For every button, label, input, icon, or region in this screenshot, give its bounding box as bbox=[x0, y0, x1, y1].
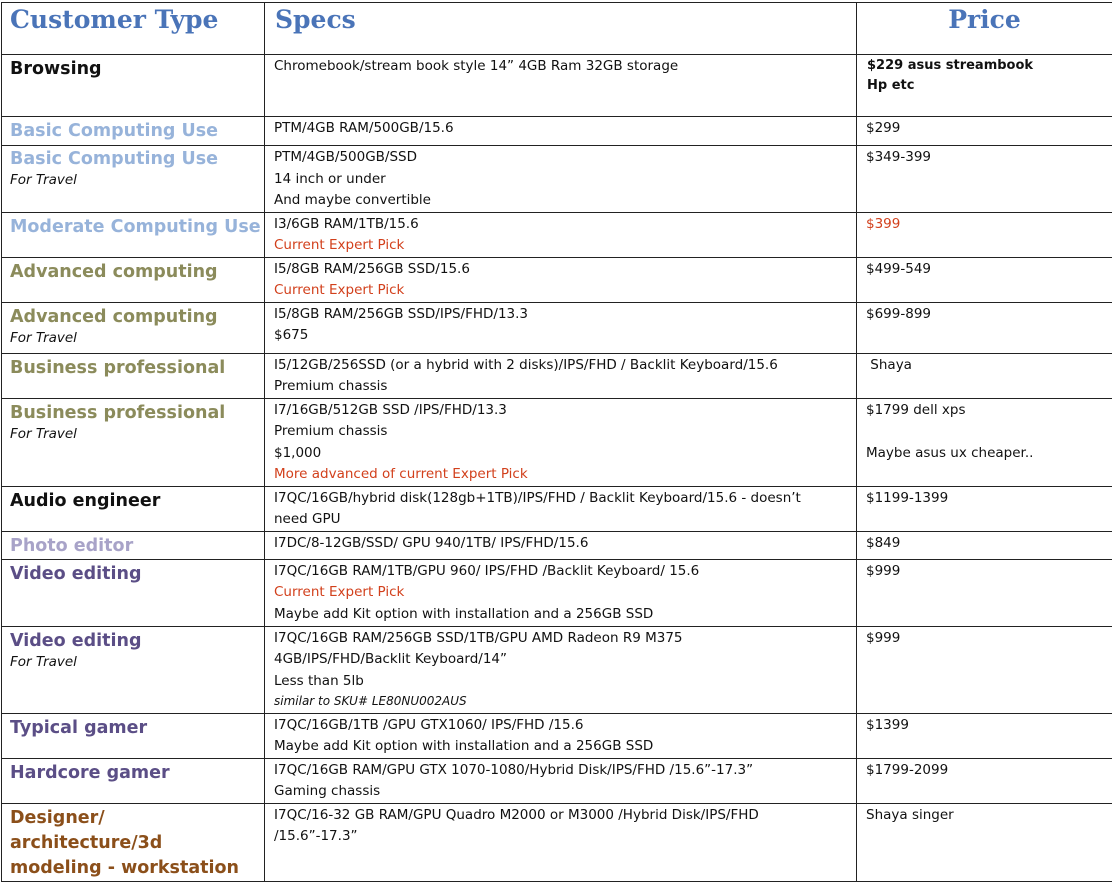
price-cell bbox=[857, 212, 1112, 257]
sku-note: similar to SKU# LE80NU002AUS bbox=[274, 692, 856, 710]
table-row bbox=[2, 212, 1112, 257]
price-line: $1199-1399 bbox=[866, 488, 1112, 510]
spec-line: Gaming chassis bbox=[274, 781, 856, 803]
specs-cell bbox=[265, 212, 857, 257]
customer-type-cell bbox=[2, 398, 265, 486]
header-specs: Specs bbox=[265, 3, 857, 55]
spec-line: Premium chassis bbox=[274, 421, 856, 443]
customer-type-cell bbox=[2, 531, 265, 559]
price-line: $1799-2099 bbox=[866, 760, 1112, 782]
table-row bbox=[2, 398, 1112, 486]
price-line: $499-549 bbox=[866, 259, 1112, 281]
customer-type-subtitle: For Travel bbox=[2, 653, 264, 671]
price-cell bbox=[857, 55, 1112, 117]
customer-type-label: Business professional bbox=[2, 354, 264, 380]
customer-type-label: Audio engineer bbox=[2, 487, 264, 513]
customer-type-cell bbox=[2, 559, 265, 626]
spec-line: I7/16GB/512GB SSD /IPS/FHD/13.3 bbox=[274, 400, 856, 422]
specs-cell bbox=[265, 626, 857, 713]
price-line: Hp etc bbox=[867, 76, 1112, 96]
price-line: $399 bbox=[866, 214, 1112, 236]
table-row bbox=[2, 257, 1112, 302]
customer-type-label: Advanced computing bbox=[2, 303, 264, 329]
table-row bbox=[2, 55, 1112, 117]
customer-type-label: Video editing bbox=[2, 560, 264, 586]
customer-type-subtitle: For Travel bbox=[2, 171, 264, 189]
price-line: $1399 bbox=[866, 715, 1112, 737]
customer-type-cell bbox=[2, 257, 265, 302]
customer-type-label: Browsing bbox=[2, 55, 264, 81]
table-row bbox=[2, 803, 1112, 881]
spec-line: I7QC/16GB/hybrid disk(128gb+1TB)/IPS/FHD / Backlit Keyboard/15.6 - doesn’t bbox=[274, 488, 856, 510]
spec-line: And maybe convertible bbox=[274, 190, 856, 212]
spec-line: I7QC/16GB RAM/256GB SSD/1TB/GPU AMD Radeon R9 M375 bbox=[274, 628, 856, 650]
table-row bbox=[2, 626, 1112, 713]
spec-line: Less than 5lb bbox=[274, 671, 856, 693]
specs-cell bbox=[265, 55, 857, 117]
expert-pick-label: Current Expert Pick bbox=[274, 235, 856, 257]
spec-line: /15.6”-17.3” bbox=[274, 826, 856, 848]
spec-line: I7QC/16GB/1TB /GPU GTX1060/ IPS/FHD /15.6 bbox=[274, 715, 856, 737]
customer-type-label: Advanced computing bbox=[2, 258, 264, 284]
customer-type-cell bbox=[2, 212, 265, 257]
specs-cell bbox=[265, 146, 857, 213]
expert-pick-label: Current Expert Pick bbox=[274, 280, 856, 302]
price-cell bbox=[857, 486, 1112, 531]
specs-cell bbox=[265, 758, 857, 803]
customer-type-cell bbox=[2, 146, 265, 213]
table-row bbox=[2, 713, 1112, 758]
price-cell bbox=[857, 398, 1112, 486]
header-price: Price bbox=[857, 3, 1112, 55]
customer-type-label: Basic Computing Use bbox=[2, 117, 264, 143]
customer-type-subtitle: For Travel bbox=[2, 329, 264, 347]
price-cell bbox=[857, 257, 1112, 302]
price-line: Maybe asus ux cheaper.. bbox=[866, 443, 1112, 465]
header-customer-type: Customer Type bbox=[2, 3, 265, 55]
customer-type-label: Photo editor bbox=[2, 532, 264, 558]
specs-cell bbox=[265, 353, 857, 398]
spec-line: I5/12GB/256SSD (or a hybrid with 2 disks)/IPS/FHD / Backlit Keyboard/15.6 bbox=[274, 355, 856, 377]
spec-line: 14 inch or under bbox=[274, 169, 856, 191]
specs-cell bbox=[265, 559, 857, 626]
table-row bbox=[2, 146, 1112, 213]
specs-cell bbox=[265, 257, 857, 302]
customer-type-cell bbox=[2, 302, 265, 353]
spec-line: PTM/4GB RAM/500GB/15.6 bbox=[274, 118, 856, 140]
specs-cell bbox=[265, 117, 857, 146]
customer-type-label: Basic Computing Use bbox=[2, 146, 264, 171]
customer-type-label: Business professional bbox=[2, 399, 264, 425]
spec-line: I7QC/16GB RAM/GPU GTX 1070-1080/Hybrid Disk/IPS/FHD /15.6”-17.3” bbox=[274, 760, 856, 782]
price-cell bbox=[857, 626, 1112, 713]
price-cell bbox=[857, 803, 1112, 881]
table-row bbox=[2, 117, 1112, 146]
price-cell bbox=[857, 531, 1112, 559]
price-line: $229 asus streambook bbox=[867, 56, 1112, 76]
table-row bbox=[2, 758, 1112, 803]
spec-line: 4GB/IPS/FHD/Backlit Keyboard/14” bbox=[274, 649, 856, 671]
price-line: $349-399 bbox=[866, 147, 1112, 169]
expert-pick-label: Current Expert Pick bbox=[274, 582, 856, 604]
table-row bbox=[2, 302, 1112, 353]
specs-cell bbox=[265, 486, 857, 531]
laptop-recommendation-table bbox=[1, 2, 1112, 882]
price-cell bbox=[857, 758, 1112, 803]
spec-line: $1,000 bbox=[274, 443, 856, 465]
customer-type-cell bbox=[2, 626, 265, 713]
specs-cell bbox=[265, 398, 857, 486]
specs-cell bbox=[265, 531, 857, 559]
spec-line: I5/8GB RAM/256GB SSD/IPS/FHD/13.3 bbox=[274, 304, 856, 326]
spec-line: need GPU bbox=[274, 509, 856, 531]
price-line: $999 bbox=[866, 561, 1112, 583]
price-line: Shaya bbox=[866, 355, 1112, 377]
customer-type-label: Designer/ architecture/3d modeling - workstation bbox=[2, 804, 264, 881]
spec-line: I5/8GB RAM/256GB SSD/15.6 bbox=[274, 259, 856, 281]
customer-type-label: Hardcore gamer bbox=[2, 759, 264, 785]
customer-type-cell bbox=[2, 486, 265, 531]
spec-line: Maybe add Kit option with installation and a 256GB SSD bbox=[274, 604, 856, 626]
spec-line: I7DC/8-12GB/SSD/ GPU 940/1TB/ IPS/FHD/15.6 bbox=[274, 533, 856, 555]
customer-type-label: Moderate Computing Use bbox=[2, 213, 264, 239]
customer-type-cell bbox=[2, 758, 265, 803]
customer-type-cell bbox=[2, 713, 265, 758]
price-cell bbox=[857, 117, 1112, 146]
spec-line: Chromebook/stream book style 14” 4GB Ram 32GB storage bbox=[274, 56, 856, 78]
spec-line: Maybe add Kit option with installation and a 256GB SSD bbox=[274, 736, 856, 758]
spec-line: I7QC/16GB RAM/1TB/GPU 960/ IPS/FHD /Backlit Keyboard/ 15.6 bbox=[274, 561, 856, 583]
header-row bbox=[2, 3, 1112, 55]
table-row bbox=[2, 486, 1112, 531]
price-cell bbox=[857, 559, 1112, 626]
price-cell bbox=[857, 146, 1112, 213]
price-line: $849 bbox=[866, 533, 1112, 555]
price-line: Shaya singer bbox=[866, 805, 1112, 827]
customer-type-cell bbox=[2, 117, 265, 146]
customer-type-cell bbox=[2, 803, 265, 881]
price-line: $999 bbox=[866, 628, 1112, 650]
price-line: $299 bbox=[866, 118, 1112, 140]
price-cell bbox=[857, 353, 1112, 398]
customer-type-label: Video editing bbox=[2, 627, 264, 653]
customer-type-label: Typical gamer bbox=[2, 714, 264, 740]
specs-cell bbox=[265, 803, 857, 881]
customer-type-cell bbox=[2, 55, 265, 117]
table-row bbox=[2, 559, 1112, 626]
price-cell bbox=[857, 302, 1112, 353]
spec-line: PTM/4GB/500GB/SSD bbox=[274, 147, 856, 169]
customer-type-cell bbox=[2, 353, 265, 398]
expert-pick-label: More advanced of current Expert Pick bbox=[274, 464, 856, 486]
table-row bbox=[2, 531, 1112, 559]
price-line: $699-899 bbox=[866, 304, 1112, 326]
spec-line: I7QC/16-32 GB RAM/GPU Quadro M2000 or M3000 /Hybrid Disk/IPS/FHD bbox=[274, 805, 856, 827]
customer-type-subtitle: For Travel bbox=[2, 425, 264, 443]
specs-cell bbox=[265, 713, 857, 758]
price-line: $1799 dell xps bbox=[866, 400, 1112, 422]
spec-line: I3/6GB RAM/1TB/15.6 bbox=[274, 214, 856, 236]
spec-line: $675 bbox=[274, 325, 856, 347]
price-cell bbox=[857, 713, 1112, 758]
spec-line: Premium chassis bbox=[274, 376, 856, 398]
table-row bbox=[2, 353, 1112, 398]
specs-cell bbox=[265, 302, 857, 353]
